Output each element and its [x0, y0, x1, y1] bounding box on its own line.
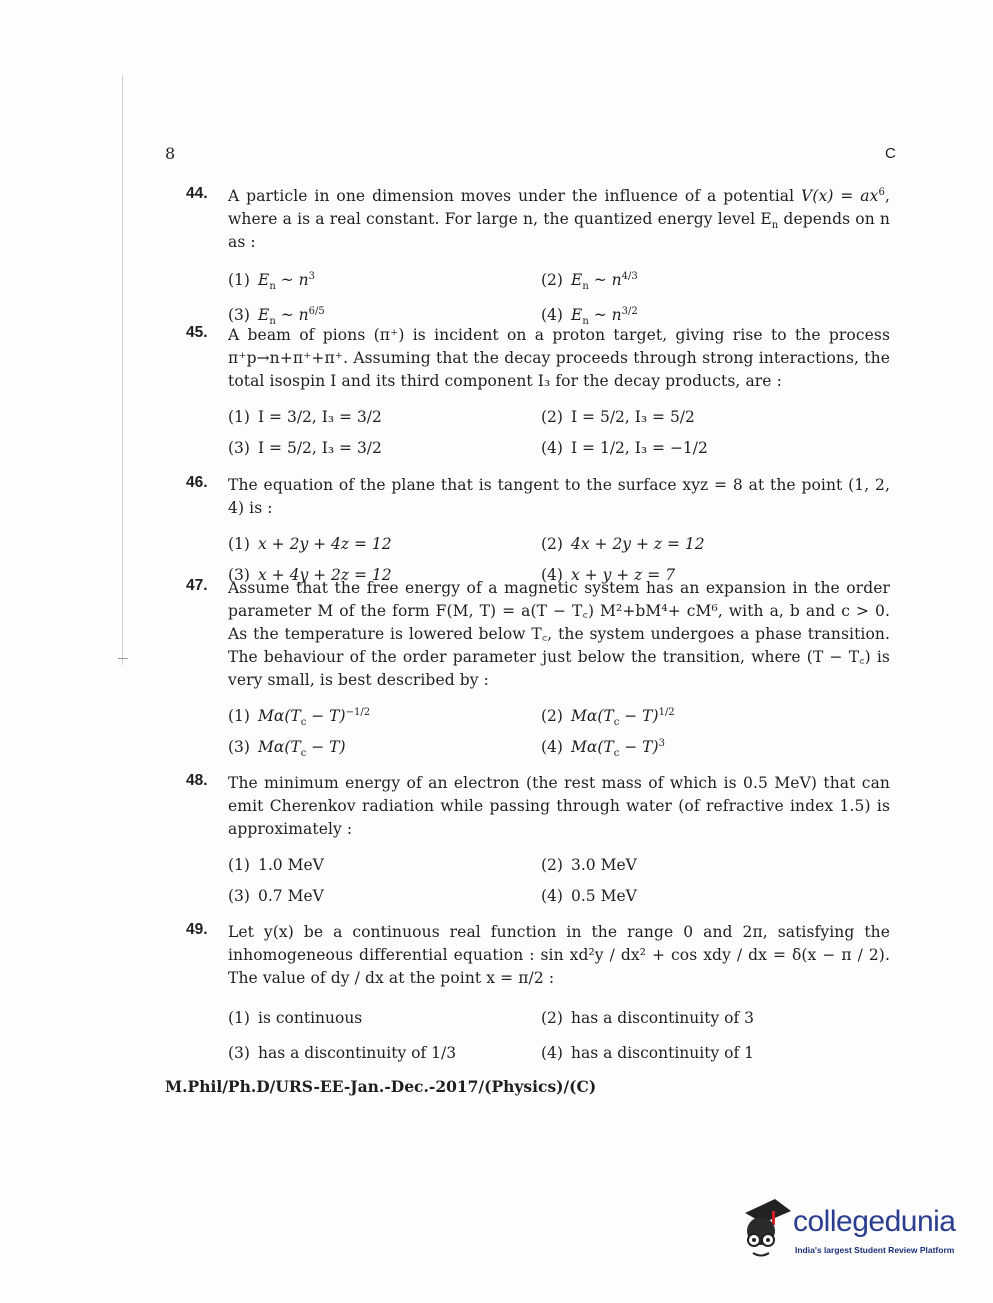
option-3[interactable]: (3) 0.7 MeV — [228, 886, 324, 905]
question-number: 48. — [186, 772, 208, 789]
question-text: A beam of pions (π⁺) is incident on a proton target, giving rise to the process π⁺p→n+π⁺+π⁺. Assuming that the decay proceeds through strong interactions, the total isospin I and its third component I₃ for the decay products, are : — [228, 326, 890, 390]
option-2[interactable]: (2) has a discontinuity of 3 — [541, 1008, 754, 1027]
set-code: C — [885, 145, 896, 162]
mascot-icon — [735, 1195, 793, 1265]
page-number: 8 — [165, 144, 176, 163]
option-3[interactable]: (3) has a discontinuity of 1/3 — [228, 1043, 457, 1062]
question-number: 46. — [186, 474, 208, 491]
option-4[interactable]: (4) I = 1/2, I₃ = −1/2 — [541, 438, 708, 457]
question-47 — [186, 577, 890, 762]
option-4[interactable]: (4) x + y + z = 7 — [541, 565, 676, 584]
option-3[interactable]: (3) x + 4y + 2z = 12 — [228, 565, 392, 584]
option-2[interactable]: (2) I = 5/2, I₃ = 5/2 — [541, 407, 695, 426]
option-2[interactable]: (2) 4x + 2y + z = 12 — [541, 534, 705, 553]
option-4[interactable]: (4) $M\alpha(T_c - T)^3$ — [541, 737, 665, 759]
option-1[interactable]: (1) $M\alpha(T_c - T)^{-1/2}$ — [228, 706, 371, 728]
binding-margin-tick — [118, 658, 128, 659]
option-3[interactable]: (3) $M\alpha(T_c - T)$ — [228, 737, 346, 759]
option-1[interactable]: (1) x + 2y + 4z = 12 — [228, 534, 392, 553]
question-48 — [186, 772, 890, 911]
question-text: Let y(x) be a continuous real function in the range 0 and 2π, satisfying the inhomogeneous differential equation : sin xd²y / dx² + cos xdy / dx = δ(x − π / 2). The value of dy / dx at the point x = π/2 : — [228, 923, 890, 987]
option-1[interactable]: (1) is continuous — [228, 1008, 363, 1027]
question-45 — [186, 324, 890, 463]
question-text: Assume that the free energy of a magnetic system has an expansion in the order parameter M of the form F(M, T) = a(T − T꜀) M²+bM⁴+ cM⁶, with a, b and c > 0. As the temperature is lowered below T꜀, the system undergoes a phase transition. The behaviour of the order parameter just below the transition, where (T − T꜀) is very small, is best described by : — [228, 579, 890, 689]
option-3[interactable]: (3) $E_n$ ~ $n^{6/5}$ — [228, 305, 325, 327]
question-number: 47. — [186, 577, 208, 594]
question-49 — [186, 921, 890, 1070]
option-3[interactable]: (3) I = 5/2, I₃ = 3/2 — [228, 438, 382, 457]
question-number: 44. — [186, 185, 208, 202]
binding-margin-line — [122, 75, 123, 665]
question-text: The equation of the plane that is tangent to the surface xyz = 8 at the point (1, 2, 4) is : — [228, 476, 890, 517]
option-2[interactable]: (2) $M\alpha(T_c - T)^{1/2}$ — [541, 706, 675, 728]
option-4[interactable]: (4) has a discontinuity of 1 — [541, 1043, 754, 1062]
question-46 — [186, 474, 890, 590]
question-44 — [186, 185, 890, 332]
option-1[interactable]: (1) I = 3/2, I₃ = 3/2 — [228, 407, 382, 426]
option-1[interactable]: (1) 1.0 MeV — [228, 855, 324, 874]
question-text: The minimum energy of an electron (the rest mass of which is 0.5 MeV) that can emit Cherenkov radiation while passing through water (of refractive index 1.5) is approximately : — [228, 774, 890, 838]
logo-wordmark: collegedunia — [793, 1205, 956, 1238]
logo-tagline: India's largest Student Review Platform — [795, 1245, 955, 1255]
question-number: 45. — [186, 324, 208, 341]
option-4[interactable]: (4) 0.5 MeV — [541, 886, 637, 905]
option-2[interactable]: (2) $E_n$ ~ $n^{4/3}$ — [541, 270, 638, 292]
option-2[interactable]: (2) 3.0 MeV — [541, 855, 637, 874]
question-number: 49. — [186, 921, 208, 938]
collegedunia-logo[interactable] — [735, 1195, 965, 1265]
option-1[interactable]: (1) $E_n$ ~ $n^3$ — [228, 270, 315, 292]
paper-footer: M.Phil/Ph.D/URS-EE-Jan.-Dec.-2017/(Physics)/(C) — [165, 1077, 597, 1096]
option-4[interactable]: (4) $E_n$ ~ $n^{3/2}$ — [541, 305, 638, 327]
question-text: A particle in one dimension moves under the influence of a potential $V(x) = ax^6$, where a is a real constant. For large n, the quantized energy level $E_n$ depends on n as : — [228, 186, 890, 251]
